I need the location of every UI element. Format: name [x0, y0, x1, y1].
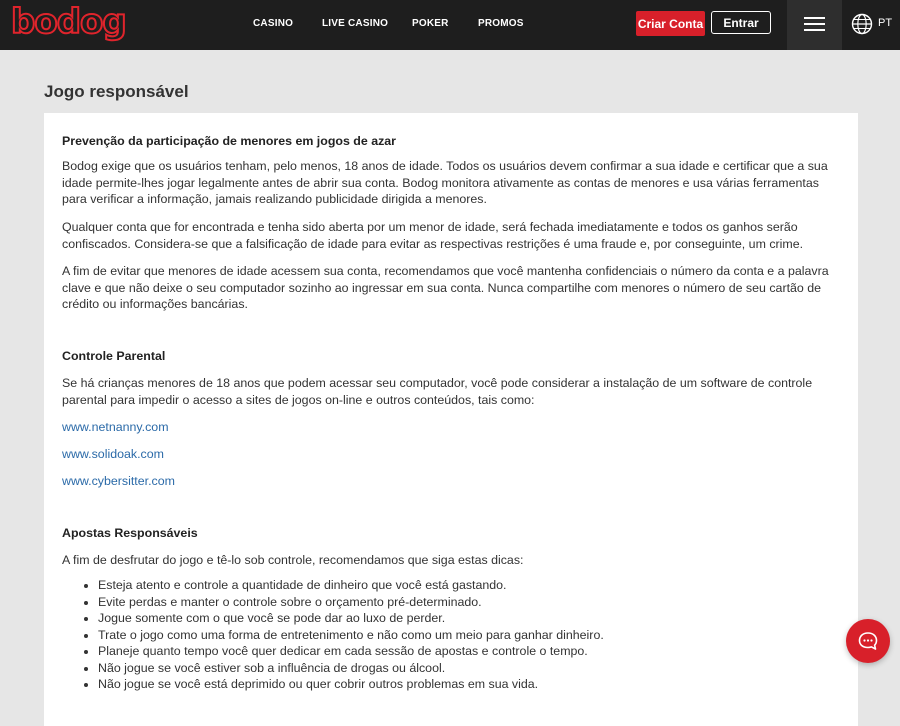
entrar-button[interactable]: Entrar — [711, 11, 771, 34]
minors-paragraph-3: A fim de evitar que menores de idade acessem sua conta, recomendamos que você mantenha confidenciais o número da conta e a palavra clave e que não deixe o seu computador sozinho ao ingressar em sua conta. Nunca compartilhe com menores o número de seu cartão de crédito ou informações bancárias. — [62, 264, 829, 311]
list-item: • Planeje quanto tempo você quer dedicar em cada sessão de apostas e controle o tempo. — [98, 643, 604, 660]
list-item: • Não jogue se você estiver sob a influência de drogas ou álcool. — [98, 660, 604, 677]
page-title: Jogo responsável — [44, 82, 189, 101]
language-code: PT — [878, 17, 893, 29]
nav-promos[interactable]: PROMOS — [478, 18, 524, 29]
list-item: • Jogue somente com o que você se pode dar ao luxo de perder. — [98, 610, 604, 627]
link-netnanny[interactable]: www.netnanny.com — [62, 420, 169, 434]
globe-icon — [851, 13, 873, 35]
chat-button[interactable] — [846, 619, 890, 663]
responsible-heading: Apostas Responsáveis — [62, 526, 198, 540]
nav-live-casino[interactable]: LIVE CASINO — [322, 18, 389, 29]
content-card — [44, 113, 858, 726]
criar-conta-button[interactable]: Criar Conta — [636, 11, 705, 36]
minors-paragraph-2: Qualquer conta que for encontrada e tenha sido aberta por um menor de idade, será fechada imediatamente e todos os ganhos serão confiscados. Considera-se que a falsificação de idade para evitar as respectivas restrições é uma fraude e, por conseguinte, um crime. — [62, 220, 804, 251]
hamburger-menu-button[interactable] — [787, 0, 842, 50]
list-item: • Não jogue se você está deprimido ou quer cobrir outros problemas em sua vida. — [98, 676, 604, 693]
top-navigation-bar — [0, 0, 900, 50]
parental-paragraph: Se há crianças menores de 18 anos que podem acessar seu computador, você pode considerar a instalação de um software de controle parental para impedir o acesso a sites de jogos on-line e outros conteúdos, tais como: — [62, 376, 813, 407]
bodog-logo[interactable]: bodog — [11, 2, 126, 42]
link-cybersitter[interactable]: www.cybersitter.com — [62, 474, 175, 488]
link-solidoak[interactable]: www.solidoak.com — [62, 447, 164, 461]
list-item: • Evite perdas e manter o controle sobre o orçamento pré-determinado. — [98, 594, 604, 611]
minors-paragraph-1: Bodog exige que os usuários tenham, pelo menos, 18 anos de idade. Todos os usuários devem confirmar a sua idade e certificar que a sua idade permite-lhes jogar legalmente antes de abrir sua conta. Bodog monitora ativamente as contas de menores e usa várias ferramentas para verificar a informação, jamais realizando publicidade dirigida a menores. — [62, 159, 828, 206]
list-item: • Trate o jogo como uma forma de entretenimento e não como um meio para ganhar dinheiro. — [98, 627, 604, 644]
parental-heading: Controle Parental — [62, 349, 166, 363]
list-item: • Esteja atento e controle a quantidade de dinheiro que você está gastando. — [98, 577, 604, 594]
responsible-paragraph: A fim de desfrutar do jogo e tê-lo sob controle, recomendamos que siga estas dicas: — [62, 553, 524, 567]
nav-casino[interactable]: CASINO — [253, 18, 294, 29]
language-selector[interactable] — [843, 0, 900, 50]
tips-list — [80, 577, 604, 693]
minors-heading: Prevenção da participação de menores em jogos de azar — [62, 134, 396, 148]
chat-bubble-icon — [857, 630, 879, 652]
nav-poker[interactable]: POKER — [412, 18, 449, 29]
